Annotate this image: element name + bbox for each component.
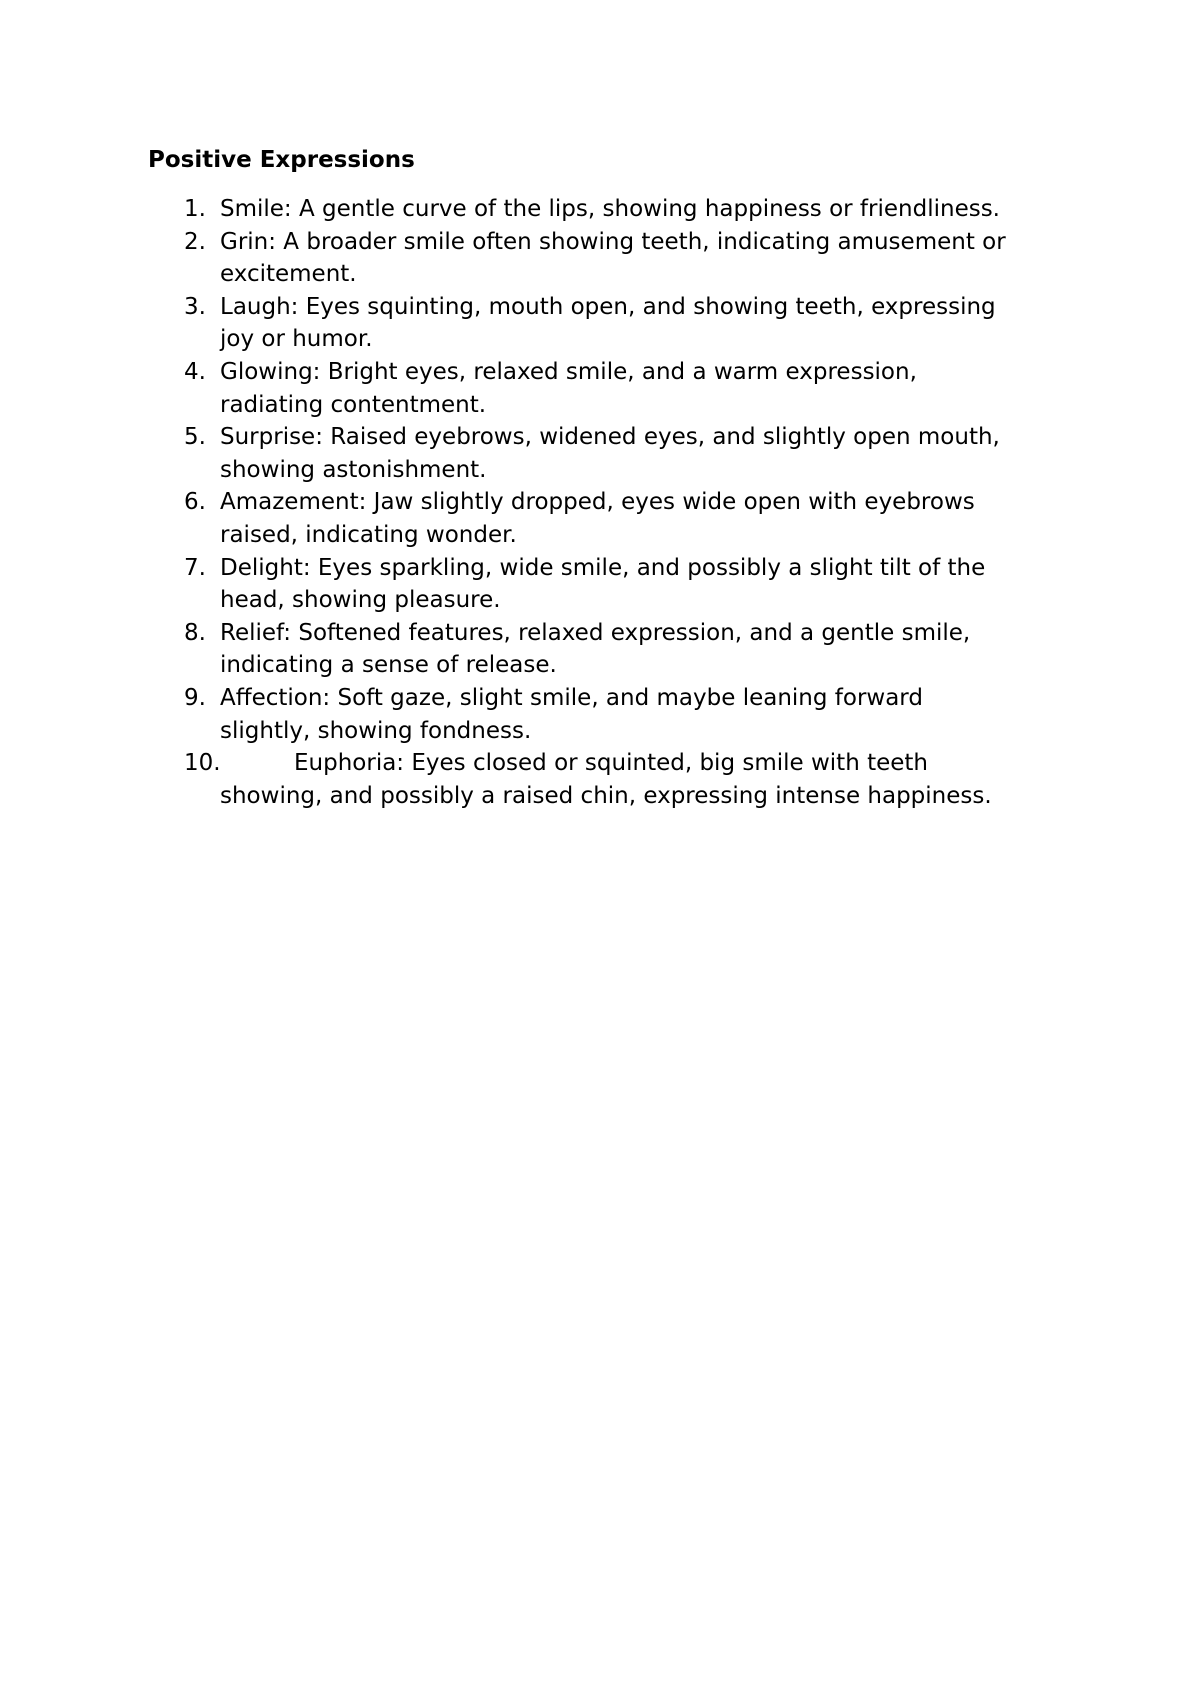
list-item-number: 4. (184, 358, 206, 385)
list-item-number: 6. (184, 489, 206, 516)
list-item-text-continued: showing astonishment. (220, 456, 487, 483)
list-item-text: Delight: Eyes sparkling, wide smile, and possibly a slight tilt of the (220, 554, 986, 581)
list-item-number: 1. (184, 196, 206, 222)
list-item (0, 226, 1080, 291)
list-item (0, 421, 1080, 486)
list-item (0, 552, 1080, 617)
list-item-text: Glowing: Bright eyes, relaxed smile, and a warm expression, (220, 358, 917, 385)
document-heading: Positive Expressions (148, 147, 415, 173)
list-item-number: 3. (184, 293, 206, 320)
list-item-number: 8. (184, 619, 206, 646)
list-item-text: Grin: A broader smile often showing teeth, indicating amusement or (220, 228, 1006, 255)
list-item-text-continued: joy or humor. (220, 326, 373, 353)
list-item-text-continued: slightly, showing fondness. (220, 717, 532, 744)
list-item (0, 356, 1080, 421)
list-item-text-continued: radiating contentment. (220, 391, 487, 418)
list-item-text: Affection: Soft gaze, slight smile, and maybe leaning forward (220, 684, 923, 711)
list-item-text-continued: showing, and possibly a raised chin, expressing intense happiness. (220, 782, 992, 809)
list-item-text: Euphoria: Eyes closed or squinted, big smile with teeth (294, 750, 929, 777)
list-item-text-continued: raised, indicating wonder. (220, 521, 517, 548)
list-item-text: Smile: A gentle curve of the lips, showing happiness or friendliness. (220, 196, 1000, 222)
list-item (0, 486, 1080, 551)
list-item-number: 5. (184, 424, 206, 451)
list-item-text: Laugh: Eyes squinting, mouth open, and showing teeth, expressing (220, 293, 996, 320)
list-item-text-continued: head, showing pleasure. (220, 587, 501, 614)
list-item (0, 747, 1080, 812)
list-item (0, 193, 1080, 226)
list-item (0, 617, 1080, 682)
expressions-list (0, 193, 1200, 812)
list-item (0, 291, 1080, 356)
list-item-text: Surprise: Raised eyebrows, widened eyes, and slightly open mouth, (220, 424, 1000, 451)
list-item-number: 10. (184, 750, 221, 777)
list-item (0, 682, 1080, 747)
list-item-text-wrapper (220, 747, 1080, 780)
list-item-text: Relief: Softened features, relaxed expression, and a gentle smile, (220, 619, 971, 646)
list-item-text-continued: indicating a sense of release. (220, 652, 557, 679)
list-item-text: Amazement: Jaw slightly dropped, eyes wide open with eyebrows (220, 489, 975, 516)
list-item-number: 9. (184, 684, 206, 711)
list-item-number: 7. (184, 554, 206, 581)
list-item-number: 2. (184, 228, 206, 255)
list-item-text-continued: excitement. (220, 261, 357, 288)
